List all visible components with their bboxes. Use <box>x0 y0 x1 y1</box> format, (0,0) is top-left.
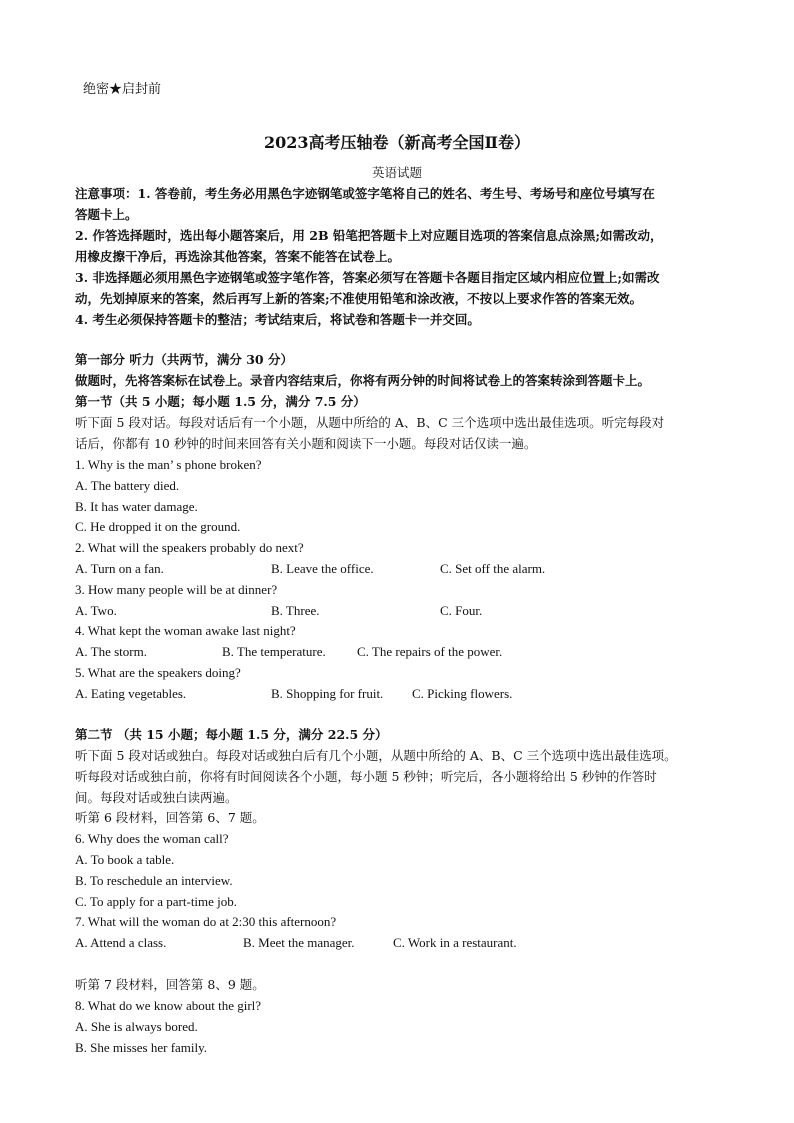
question-4: 4. What kept the woman awake last night? <box>75 623 296 638</box>
question-4-option-b: B. The temperature. <box>222 644 326 659</box>
question-6: 6. Why does the woman call? <box>75 831 229 846</box>
question-1-option-a: A. The battery died. <box>75 478 180 493</box>
question-2-option-b: B. Leave the office. <box>271 561 374 576</box>
part1-heading: 第一部分 听力（共两节，满分 30 分） <box>75 352 293 367</box>
note-1-line-2: 答题卡上。 <box>75 207 138 222</box>
question-8: 8. What do we know about the girl? <box>75 998 262 1013</box>
question-6-option-b: B. To reschedule an interview. <box>75 873 233 888</box>
section2-heading: 第二节 （共 15 小题；每小题 1.5 分，满分 22.5 分） <box>75 727 388 742</box>
question-8-option-a: A. She is always bored. <box>75 1019 198 1034</box>
note-3-line-2: 动，先划掉原来的答案，然后再写上新的答案;不准使用铅笔和涂改液，不按以上要求作答的答案无效。 <box>75 291 643 306</box>
question-3: 3. How many people will be at dinner? <box>75 582 278 597</box>
material-7-heading: 听第 7 段材料，回答第 8、9 题。 <box>75 977 265 992</box>
question-5-option-a: A. Eating vegetables. <box>75 686 187 701</box>
note-3-line-1: 3. 非选择题必须用黑色字迹钢笔或签字笔作答，答案必须写在答题卡各题目指定区域内相应位置上;如需改 <box>75 270 660 285</box>
section1-intro-line-1: 听下面 5 段对话。每段对话后有一个小题，从题中所给的 A、B、C 三个选项中选出最佳选项。听完每段对 <box>75 415 665 430</box>
question-5: 5. What are the speakers doing? <box>75 665 241 680</box>
section2-intro-line-2: 听每段对话或独白前，你将有时间阅读各个小题，每小题 5 秒钟；听完后，各小题将给出 5 秒钟的作答时 <box>75 769 657 784</box>
note-1-line-1: 注意事项：1. 答卷前，考生务必用黑色字迹钢笔或签字笔将自己的姓名、考生号、考场号和座位号填写在 <box>75 186 655 201</box>
section1-intro-line-2: 话后，你都有 10 秒钟的时间来回答有关小题和阅读下一小题。每段对话仅读一遍。 <box>75 436 537 451</box>
subject-title: 英语试题 <box>371 165 422 180</box>
question-4-option-c: C. The repairs of the power. <box>357 644 503 659</box>
question-1-option-c: C. He dropped it on the ground. <box>75 519 241 534</box>
question-1-option-b: B. It has water damage. <box>75 499 198 514</box>
note-4: 4. 考生必须保持答题卡的整洁；考试结束后，将试卷和答题卡一并交回。 <box>75 312 480 327</box>
question-3-option-b: B. Three. <box>271 603 320 618</box>
section2-intro-line-1: 听下面 5 段对话或独白。每段对话或独白后有几个小题，从题中所给的 A、B、C 三个选项中选出最佳选项。 <box>75 748 677 763</box>
question-2-option-a: A. Turn on a fan. <box>75 561 164 576</box>
question-4-option-a: A. The storm. <box>75 644 147 659</box>
question-3-option-c: C. Four. <box>440 603 483 618</box>
note-2-line-1: 2. 作答选择题时，选出每小题答案后，用 2B 铅笔把答题卡上对应题目选项的答案信息点涂黑;如需改动， <box>75 228 663 243</box>
confidential-mark: 绝密★启封前 <box>83 82 162 97</box>
question-2-option-c: C. Set off the alarm. <box>440 561 546 576</box>
question-7-option-a: A. Attend a class. <box>75 935 167 950</box>
section2-intro-line-3: 间。每段对话或独白读两遍。 <box>75 790 238 805</box>
section1-heading: 第一节（共 5 小题；每小题 1.5 分，满分 7.5 分） <box>75 394 366 409</box>
question-1: 1. Why is the man’ s phone broken? <box>75 457 262 472</box>
question-8-option-b: B. She misses her family. <box>75 1040 208 1055</box>
question-5-option-b: B. Shopping for fruit. <box>271 686 384 701</box>
exam-title: 2023高考压轴卷（新高考全国Ⅱ卷） <box>263 133 531 152</box>
part1-instruction: 做题时，先将答案标在试卷上。录音内容结束后，你将有两分钟的时间将试卷上的答案转涂到答题卡上。 <box>75 373 651 388</box>
question-6-option-a: A. To book a table. <box>75 852 175 867</box>
material-6-heading: 听第 6 段材料，回答第 6、7 题。 <box>75 810 265 825</box>
question-3-option-a: A. Two. <box>75 603 117 618</box>
question-7-option-c: C. Work in a restaurant. <box>393 935 517 950</box>
question-5-option-c: C. Picking flowers. <box>412 686 513 701</box>
question-7: 7. What will the woman do at 2:30 this afternoon? <box>75 914 337 929</box>
question-2: 2. What will the speakers probably do next? <box>75 540 304 555</box>
question-6-option-c: C. To apply for a part-time job. <box>75 894 238 909</box>
note-2-line-2: 用橡皮擦干净后，再选涂其他答案，答案不能答在试卷上。 <box>75 249 401 264</box>
question-7-option-b: B. Meet the manager. <box>243 935 355 950</box>
